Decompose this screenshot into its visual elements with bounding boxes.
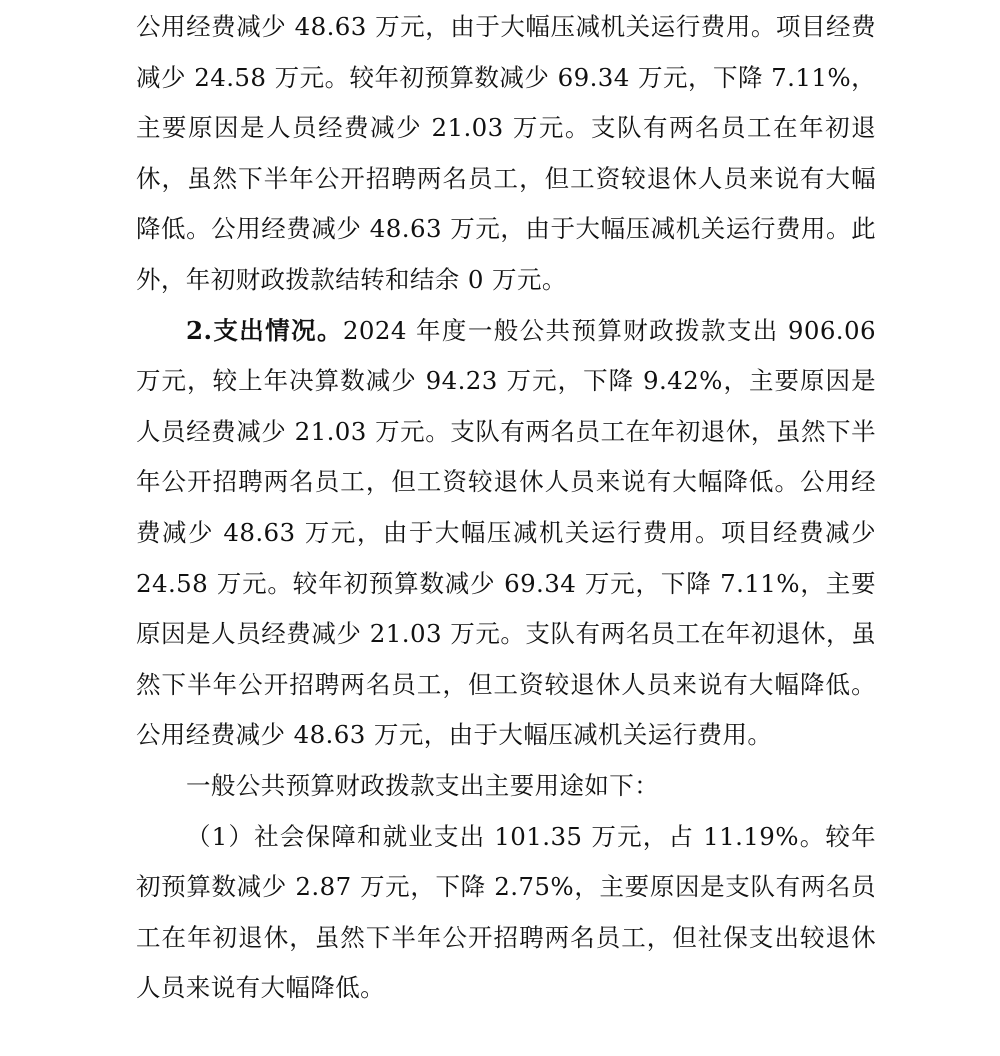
social-security-paragraph: （1）社会保障和就业支出 101.35 万元，占 11.19%。较年初预算数减少 2.87 万元，下降 2.75%，主要原因是支队有两名员工在年初退休，虽然下半年公开招聘两名员工，但社保支出较退休人员来说有大幅降低。 xyxy=(136,821,876,1003)
section-heading: 2.支出情况。 xyxy=(186,315,343,345)
expenditure-section xyxy=(136,306,876,761)
document-page xyxy=(136,2,876,1014)
uses-intro-paragraph: 一般公共预算财政拨款支出主要用途如下： xyxy=(186,770,660,800)
budget-paragraph-continued: 公用经费减少 48.63 万元，由于大幅压减机关运行费用。项目经费减少 24.58 万元。较年初预算数减少 69.34 万元，下降 7.11%，主要原因是人员经费减少 21.03 万元。支队有两名员工在年初退休，虽然下半年公开招聘两名员工，但工资较退休人员来说有大幅降低。公用经费减少 48.63 万元，由于大幅压减机关运行费用。此外，年初财政拨款结转和结余 0 万元。 xyxy=(136,12,876,294)
section-body: 2024 年度一般公共预算财政拨款支出 906.06 万元，较上年决算数减少 94.23 万元，下降 9.42%，主要原因是人员经费减少 21.03 万元。支队有两名员工在年初退休，虽然下半年公开招聘两名员工，但工资较退休人员来说有大幅降低。公用经费减少 48.63 万元，由于大幅压减机关运行费用。项目经费减少 24.58 万元。较年初预算数减少 69.34 万元，下降 7.11%，主要原因是人员经费减少 21.03 万元。支队有两名员工在年初退休，虽然下半年公开招聘两名员工，但工资较退休人员来说有大幅降低。公用经费减少 48.63 万元，由于大幅压减机关运行费用。 xyxy=(136,315,876,750)
